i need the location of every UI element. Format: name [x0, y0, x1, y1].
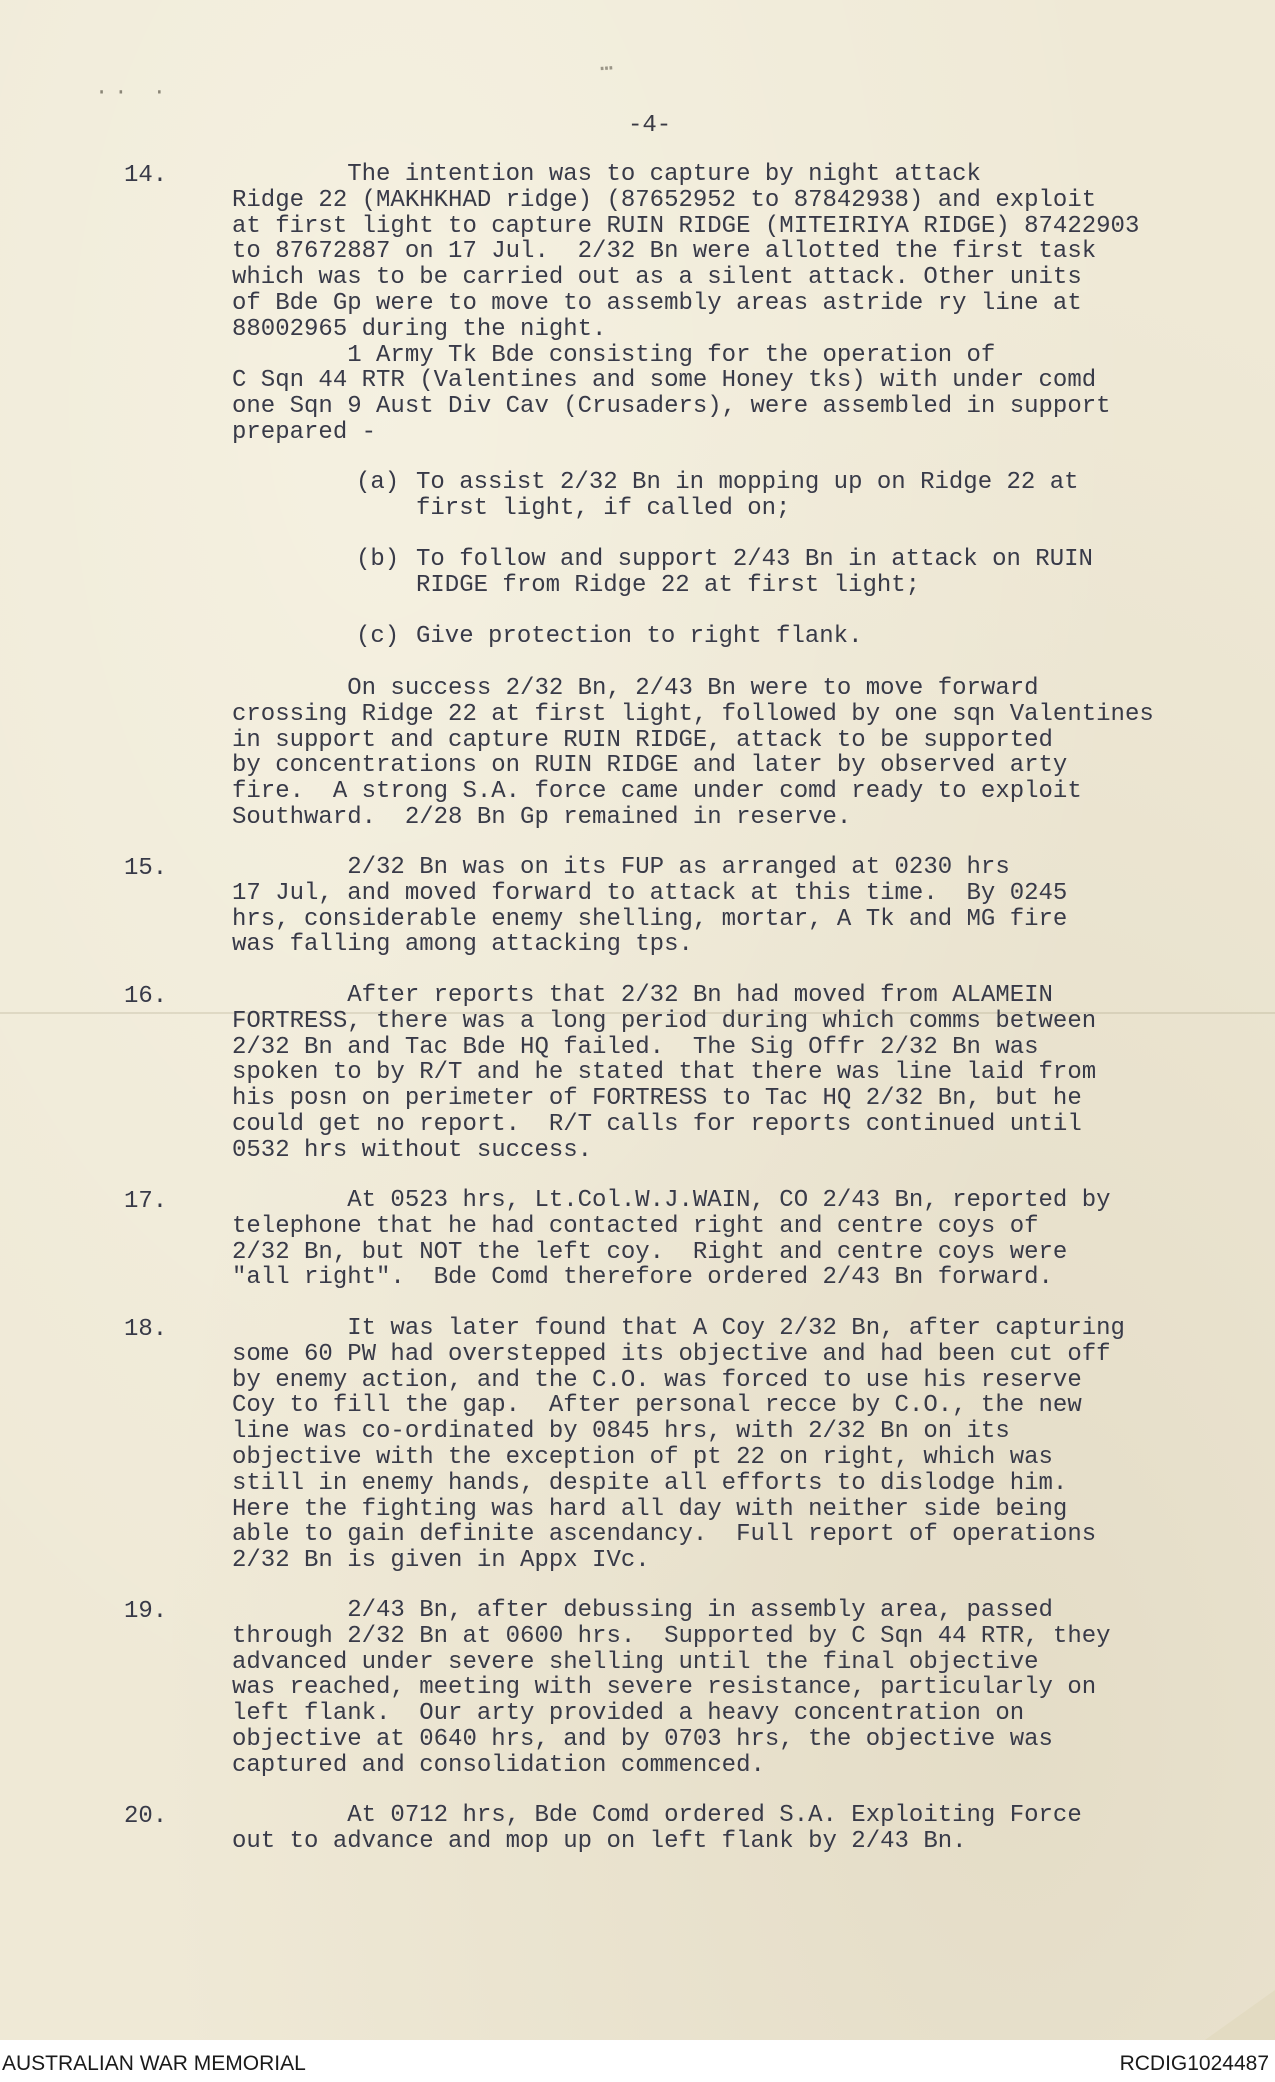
list-item-label: (b)	[356, 546, 400, 573]
text-line: objective with the exception of pt 22 on right, which was	[232, 1443, 1053, 1471]
list-item-label: (c)	[356, 623, 400, 650]
text-line: Southward. 2/28 Bn Gp remained in reserve.	[232, 803, 852, 831]
text-line: On success 2/32 Bn, 2/43 Bn were to move forward	[232, 675, 1039, 702]
text-line: some 60 PW had overstepped its objective and had been cut off	[232, 1340, 1111, 1368]
text-line: at first light to capture RUIN RIDGE (MITEIRIYA RIDGE) 87422903	[232, 212, 1140, 240]
text-line: 2/32 Bn is given in Appx IVc.	[232, 1547, 650, 1575]
text-line: out to advance and mop up on left flank by 2/43 Bn.	[232, 1827, 967, 1855]
text-line: Give protection to right flank.	[416, 623, 863, 650]
text-line: still in enemy hands, despite all efforts to dislodge him.	[232, 1469, 1068, 1497]
page-corner-curl	[1205, 1990, 1275, 2040]
paragraph-19	[232, 1598, 1222, 1779]
text-line: hrs, considerable enemy shelling, mortar, A Tk and MG fire	[232, 905, 1068, 933]
text-line: could get no report. R/T calls for reports continued until	[232, 1110, 1082, 1138]
text-line: At 0712 hrs, Bde Comd ordered S.A. Exploiting Force	[232, 1802, 1082, 1829]
text-line: To follow and support 2/43 Bn in attack on RUIN	[416, 546, 1093, 573]
text-line: in support and capture RUIN RIDGE, attack to be supported	[232, 726, 1053, 754]
text-line: 88002965 during the night.	[232, 315, 607, 343]
text-line: At 0523 hrs, Lt.Col.W.J.WAIN, CO 2/43 Bn, reported by	[232, 1187, 1111, 1214]
text-line: to 87672887 on 17 Jul. 2/32 Bn were allotted the first task	[232, 238, 1097, 266]
pencil-annotation: ⋯	[599, 56, 615, 83]
text-line: Coy to fill the gap. After personal recce by C.O., the new	[232, 1392, 1082, 1420]
paragraph-20	[232, 1803, 1222, 1855]
text-line: of Bde Gp were to move to assembly areas astride ry line at	[232, 289, 1082, 317]
text-line: was reached, meeting with severe resistance, particularly on	[232, 1674, 1097, 1702]
text-line: through 2/32 Bn at 0600 hrs. Supported by C Sqn 44 RTR, they	[232, 1622, 1111, 1650]
text-line: advanced under severe shelling until the final objective	[232, 1648, 1039, 1676]
paragraph-17	[232, 1188, 1222, 1291]
text-line: To assist 2/32 Bn in mopping up on Ridge 22 at	[416, 469, 1079, 496]
text-line: spoken to by R/T and he stated that there was line laid from	[232, 1059, 1097, 1087]
text-line: 2/32 Bn and Tac Bde HQ failed. The Sig Offr 2/32 Bn was	[232, 1033, 1039, 1061]
text-line: crossing Ridge 22 at first light, followed by one sqn Valentines	[232, 700, 1154, 728]
paragraph-number-14: 14.	[124, 162, 168, 189]
text-line: was falling among attacking tps.	[232, 931, 693, 959]
text-line: able to gain definite ascendancy. Full report of operations	[232, 1521, 1097, 1549]
text-line: left flank. Our arty provided a heavy concentration on	[232, 1700, 1025, 1728]
text-line: 2/32 Bn was on its FUP as arranged at 0230 hrs	[232, 854, 1010, 881]
text-line: It was later found that A Coy 2/32 Bn, after capturing	[232, 1315, 1125, 1342]
paragraph-14	[232, 162, 1222, 446]
footer-reference-id: RCDIG1024487	[1119, 2052, 1269, 2075]
paragraph-16	[232, 983, 1222, 1164]
paragraph-15	[232, 855, 1222, 958]
text-line: C Sqn 44 RTR (Valentines and some Honey tks) with under comd	[232, 367, 1097, 395]
text-line: Here the fighting was hard all day with neither side being	[232, 1495, 1068, 1523]
page-number: -4-	[628, 112, 672, 139]
text-line: After reports that 2/32 Bn had moved from ALAMEIN	[232, 982, 1053, 1009]
footer-bar	[0, 2046, 1275, 2082]
text-line: objective at 0640 hrs, and by 0703 hrs, the objective was	[232, 1725, 1053, 1753]
paragraph-number-18: 18.	[124, 1316, 168, 1343]
text-line: one Sqn 9 Aust Div Cav (Crusaders), were assembled in support	[232, 393, 1111, 421]
text-line: The intention was to capture by night attack	[232, 161, 981, 188]
text-line: which was to be carried out as a silent attack. Other units	[232, 264, 1082, 292]
text-line: Ridge 22 (MAKHKHAD ridge) (87652952 to 87842938) and exploit	[232, 186, 1097, 214]
text-line: prepared -	[232, 418, 377, 446]
punch-marks: ·· ∙	[95, 80, 172, 105]
text-line: 2/32 Bn, but NOT the left coy. Right and centre coys were	[232, 1238, 1068, 1266]
paragraph-number-17: 17.	[124, 1188, 168, 1215]
paragraph-14-continued	[232, 676, 1222, 831]
text-line: by concentrations on RUIN RIDGE and later by observed arty	[232, 752, 1068, 780]
text-line: by enemy action, and the C.O. was forced to use his reserve	[232, 1366, 1082, 1394]
text-line: fire. A strong S.A. force came under comd ready to exploit	[232, 778, 1082, 806]
paragraph-number-20: 20.	[124, 1803, 168, 1830]
footer-source: AUSTRALIAN WAR MEMORIAL	[2, 2052, 306, 2075]
paragraph-18	[232, 1316, 1222, 1574]
text-line: 2/43 Bn, after debussing in assembly area, passed	[232, 1597, 1053, 1624]
text-line: first light, if called on;	[416, 494, 791, 522]
text-line: "all right". Bde Comd therefore ordered 2/43 Bn forward.	[232, 1264, 1053, 1292]
text-line: 1 Army Tk Bde consisting for the operation of	[232, 341, 996, 369]
text-line: captured and consolidation commenced.	[232, 1751, 765, 1779]
paragraph-number-19: 19.	[124, 1598, 168, 1625]
text-line: 17 Jul, and moved forward to attack at this time. By 0245	[232, 879, 1068, 907]
text-line: FORTRESS, there was a long period during which comms between	[232, 1007, 1097, 1035]
paragraph-number-16: 16.	[124, 983, 168, 1010]
text-line: line was co-ordinated by 0845 hrs, with 2/32 Bn on its	[232, 1418, 1010, 1446]
text-line: 0532 hrs without success.	[232, 1136, 593, 1164]
text-line: telephone that he had contacted right and centre coys of	[232, 1212, 1039, 1240]
text-line: his posn on perimeter of FORTRESS to Tac HQ 2/32 Bn, but he	[232, 1085, 1082, 1113]
text-line: RIDGE from Ridge 22 at first light;	[416, 571, 921, 599]
paragraph-number-15: 15.	[124, 855, 168, 882]
list-item-label: (a)	[356, 469, 400, 496]
